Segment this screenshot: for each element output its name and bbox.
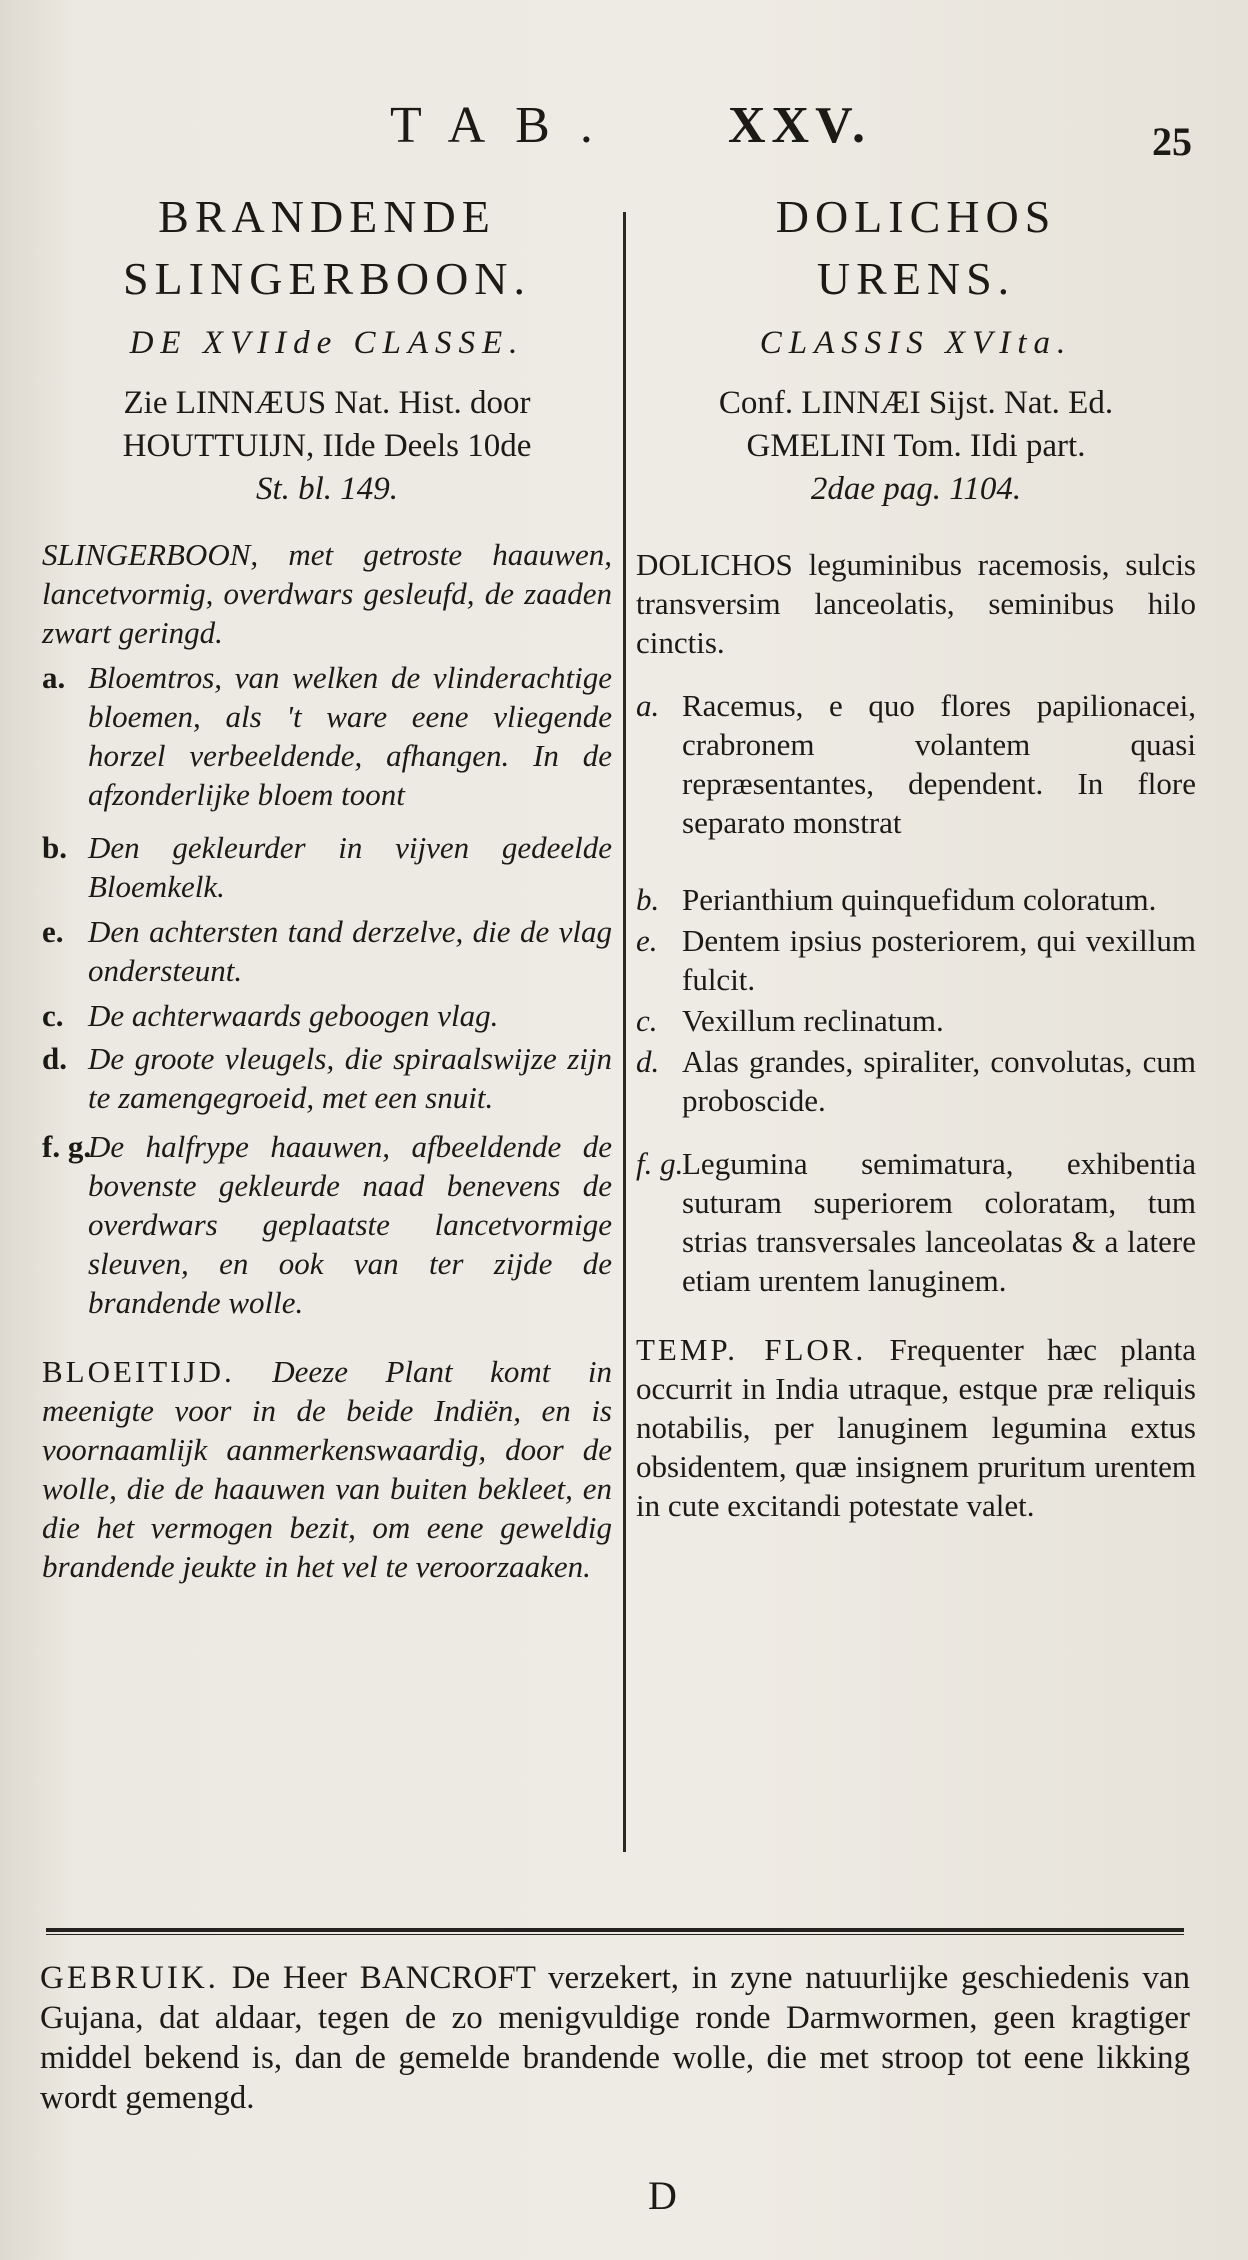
dutch-ref-line2: HOUTTUIJN, IIde Deels 10de — [122, 428, 532, 464]
latin-entry-d: d. Alas grandes, spiraliter, convolutas, cum proboscide. — [636, 1044, 1196, 1118]
latin-entry-c: c. Vexillum reclinatum. — [636, 1003, 944, 1038]
dutch-bloeitijd — [42, 1352, 612, 1586]
dutch-description: SLINGERBOON, met getroste haauwen, lancetvormig, overdwars gesleufd, de zaaden zwart geringd. — [42, 537, 612, 650]
latin-ref-line2: GMELINI Tom. IIdi part. — [746, 428, 1086, 464]
page-number: 25 — [1152, 119, 1192, 164]
latin-title-line2: URENS. — [816, 253, 1016, 304]
dutch-entries — [42, 658, 612, 1322]
latin-title-line1: DOLICHOS — [775, 191, 1057, 242]
dutch-classe: DE XVIIde CLASSE. — [129, 325, 525, 361]
column-divider — [623, 212, 626, 1852]
latin-classis: CLASSIS XVIta. — [759, 325, 1073, 361]
temp-flor-label: TEMP. FLOR. — [636, 1332, 867, 1367]
latin-entry-b: b. Perianthium quinquefidum coloratum. — [636, 882, 1157, 917]
plate-number: XXV. — [728, 97, 871, 154]
latin-entry-e: e. Dentem ipsius posteriorem, qui vexillum fulcit. — [636, 923, 1196, 997]
footer-rule-thin — [46, 1934, 1184, 1935]
footer-rule — [46, 1928, 1184, 1932]
dutch-ref-line1: Zie LINNÆUS Nat. Hist. door — [123, 385, 531, 421]
latin-entries — [636, 686, 1196, 1300]
signature-mark: D — [648, 2173, 677, 2218]
latin-column — [636, 186, 1196, 1525]
dutch-entry-c: c. De achterwaards geboogen vlag. — [42, 998, 499, 1033]
dutch-entry-b: b. Den gekleurder in vijven gedeelde Bloemkelk. — [42, 830, 612, 904]
latin-temp-flor — [636, 1330, 1196, 1525]
gebruik-text: De Heer BANCROFT verzekert, in zyne natuurlijke geschiedenis van Gujana, dat aldaar, tegen de zo menigvuldige ronde Darmwormen, geen kragtiger middel bekend is, dan de gemelde brandende wolle, die met stroop tot eene likking wordt gemengd. — [40, 1960, 1190, 2116]
bloeitijd-text: Deeze Plant komt in meenigte voor in de beide Indiën, en is voornaamlijk aanmerkenswaardig, door de wolle, die de haauwen van buiten bekleet, en die het vermogen bezit, om eene geweldig brandende jeukte in het vel te veroorzaaken. — [42, 1354, 612, 1584]
dutch-entry-fg: f. g. De halfrype haauwen, afbeeldende de bovenste gekleurde naad benevens de overdwars geplaatste lancetvormige sleuven, en ook van ter zijde de brandende wolle. — [42, 1129, 612, 1320]
latin-ref-line1: Conf. LINNÆI Sijst. Nat. Ed. — [718, 385, 1114, 421]
bloeitijd-label: BLOEITIJD. — [42, 1354, 235, 1389]
gebruik-label: GEBRUIK. — [40, 1960, 219, 1996]
latin-ref-line3: 2dae pag. 1104. — [810, 471, 1022, 507]
dutch-entry-a: a. Bloemtros, van welken de vlinderachtige bloemen, als 't ware eene vliegende horzel verbeeldende, afhangen. In de afzonderlijke bloem toont — [42, 660, 612, 812]
dutch-entry-e: e. Den achtersten tand derzelve, die de vlag ondersteunt. — [42, 914, 612, 988]
dutch-column — [42, 186, 612, 1586]
dutch-title-line1: BRANDENDE — [158, 191, 496, 242]
dutch-entry-d: d. De groote vleugels, die spiraalswijze zijn te zamengegroeid, met een snuit. — [42, 1041, 612, 1115]
latin-entry-a: a. Racemus, e quo flores papilionacei, crabronem volantem quasi repræsentantes, dependent. In flore separato monstrat — [636, 688, 1196, 840]
dutch-ref-line3: St. bl. 149. — [255, 471, 399, 507]
latin-description: DOLICHOS leguminibus racemosis, sulcis transversim lanceolatis, seminibus hilo cinctis. — [636, 547, 1196, 660]
latin-entry-fg: f. g. Legumina semimatura, exhibentia suturam superiorem coloratam, tum strias transversales lanceolatas & a latere etiam urentem lanuginem. — [636, 1146, 1196, 1298]
gebruik-paragraph — [40, 1958, 1190, 2118]
tab-label: TAB. — [390, 97, 623, 154]
temp-flor-text: Frequenter hæc planta occurrit in India utraque, estque præ reliquis notabilis, per lanuginem legumina extus obsidentem, quæ insignem pruritum urentem in cute excitandi potestate valet. — [636, 1332, 1196, 1523]
dutch-title-line2: SLINGERBOON. — [122, 253, 532, 304]
